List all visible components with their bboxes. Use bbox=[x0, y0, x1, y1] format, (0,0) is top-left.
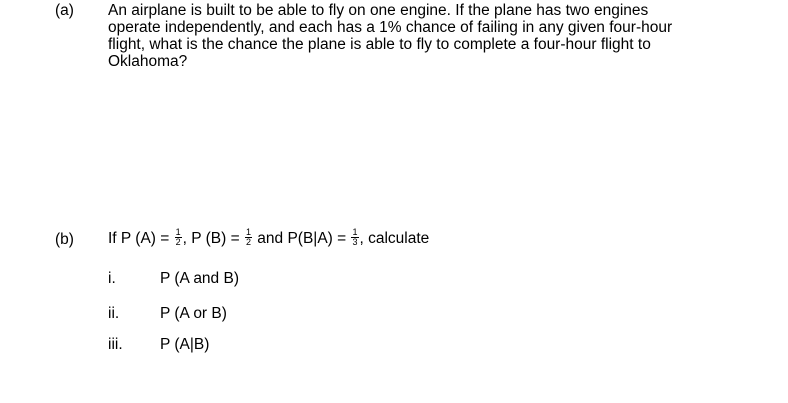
question-b-label: (b) bbox=[55, 231, 74, 248]
fraction-numerator: 1 bbox=[245, 227, 251, 238]
fraction-numerator: 1 bbox=[175, 227, 181, 238]
part-text: P (A and B) bbox=[160, 270, 239, 287]
fraction-p-b-given-a bbox=[351, 228, 358, 247]
intro-suffix: , calculate bbox=[359, 230, 430, 247]
fraction-denominator: 2 bbox=[175, 237, 181, 248]
question-a-label: (a) bbox=[55, 2, 74, 19]
question-b-intro bbox=[108, 229, 429, 249]
part-text: P (A|B) bbox=[160, 336, 210, 353]
fraction-p-a bbox=[175, 228, 182, 247]
question-a-text bbox=[108, 2, 718, 70]
part-number: i. bbox=[108, 270, 116, 287]
question-a-line-4: Oklahoma? bbox=[108, 53, 188, 70]
part-text: P (A or B) bbox=[160, 305, 227, 322]
fraction-numerator: 1 bbox=[352, 227, 358, 238]
part-number: ii. bbox=[108, 305, 120, 322]
fraction-p-b bbox=[245, 228, 252, 247]
part-number: iii. bbox=[108, 336, 123, 353]
intro-mid-1: , P (B) = bbox=[182, 230, 240, 247]
fraction-denominator: 3 bbox=[352, 237, 358, 248]
question-a-line-1: An airplane is built to be able to fly on one engine. If the plane has two engines bbox=[108, 2, 649, 19]
intro-mid-2: and P(B|A) = bbox=[257, 230, 347, 247]
intro-prefix: If P (A) = bbox=[108, 230, 170, 247]
fraction-denominator: 2 bbox=[245, 237, 251, 248]
question-a-line-3: flight, what is the chance the plane is able to fly to complete a four-hour flight to bbox=[108, 36, 651, 53]
question-a-line-2: operate independently, and each has a 1% chance of failing in any given four-hour bbox=[108, 19, 673, 36]
